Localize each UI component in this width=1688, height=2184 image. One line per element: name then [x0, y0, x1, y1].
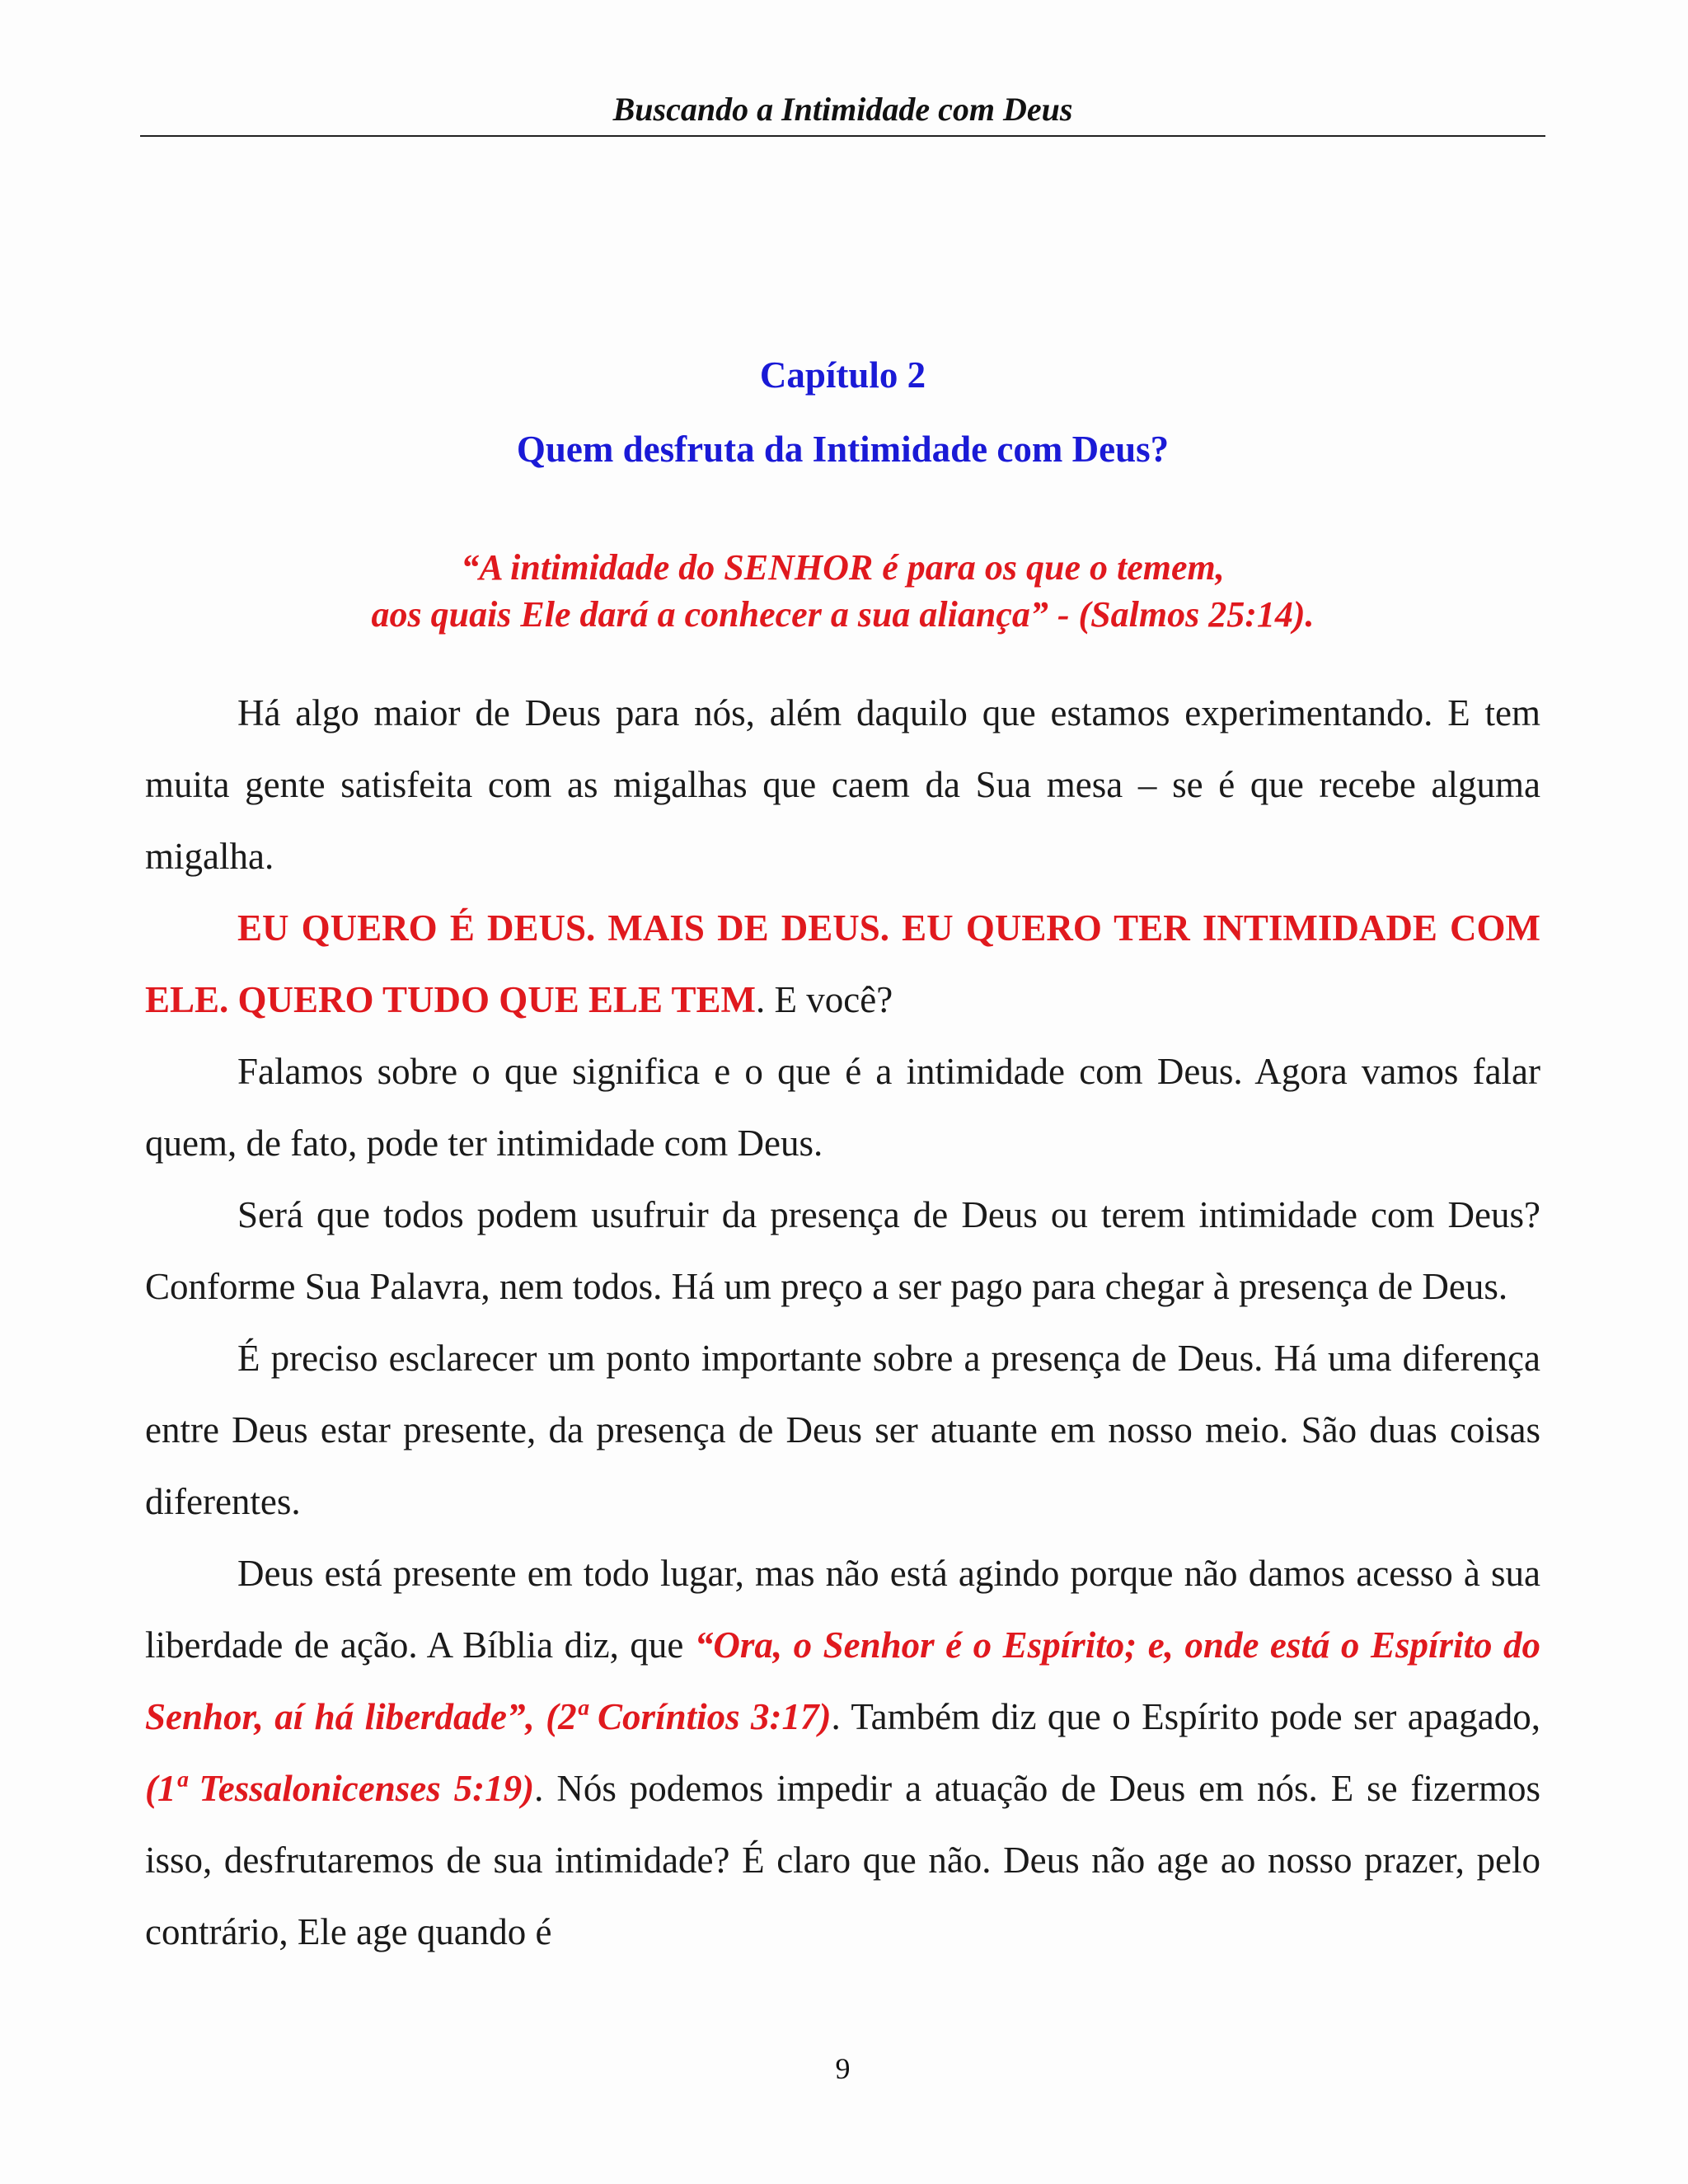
paragraph-6-part-1: Deus está presente em todo lugar, mas não está agindo porque não damos acesso à sua liberdade de ação. A Bíblia diz, que	[145, 1553, 1540, 1666]
page-number: 9	[835, 2052, 851, 2085]
paragraph-4: Será que todos podem usufruir da presença de Deus ou terem intimidade com Deus? Conforme Sua Palavra, nem todos. Há um preço a ser pago para chegar à presença de Deus.	[145, 1194, 1540, 1307]
epigraph-line-2: aos quais Ele dará a conhecer a sua aliança” - (Salmos 25:14).	[371, 594, 1315, 635]
running-header: Buscando a Intimidade com Deus	[612, 91, 1073, 128]
paragraph-6-part-2: . Também diz que o Espírito pode ser apagado,	[831, 1696, 1540, 1737]
paragraph-2	[145, 893, 1540, 1036]
emphasis-statement: EU QUERO É DEUS. MAIS DE DEUS. EU QUERO TER INTIMIDADE COM ELE. QUERO TUDO QUE ELE TEM	[145, 907, 1540, 1020]
paragraph-2-tail: . E você?	[756, 979, 893, 1020]
paragraph-6	[145, 1538, 1540, 1968]
epigraph-line-1: “A intimidade do SENHOR é para os que o temem,	[461, 547, 1225, 588]
scripture-quote: “Ora, o Senhor é o Espírito; e, onde está o Espírito do Senhor, aí há liberdade”, (2ª Coríntios 3:17)	[145, 1624, 1540, 1737]
paragraph-3: Falamos sobre o que significa e o que é a intimidade com Deus. Agora vamos falar quem, de fato, pode ter intimidade com Deus.	[145, 1051, 1540, 1164]
scripture-reference: (1ª Tessalonicenses 5:19)	[145, 1768, 535, 1809]
paragraph-5: É preciso esclarecer um ponto importante sobre a presença de Deus. Há uma diferença entre Deus estar presente, da presença de Deus ser atuante em nosso meio. São duas coisas diferentes.	[145, 1338, 1540, 1522]
paragraph-1: Há algo maior de Deus para nós, além daquilo que estamos experimentando. E tem muita gente satisfeita com as migalhas que caem da Sua mesa – se é que recebe alguma migalha.	[145, 692, 1540, 877]
epigraph-quote	[140, 544, 1545, 638]
chapter-number: Capítulo 2	[759, 354, 926, 396]
chapter-title: Quem desfruta da Intimidade com Deus?	[516, 429, 1170, 470]
body-text	[145, 677, 1540, 1968]
paragraph-6-part-3: . Nós podemos impedir a atuação de Deus em nós. E se fizermos isso, desfrutaremos de sua intimidade? É claro que não. Deus não age ao nosso prazer, pelo contrário, Ele age quando é	[145, 1768, 1540, 1952]
header-rule	[140, 135, 1545, 137]
